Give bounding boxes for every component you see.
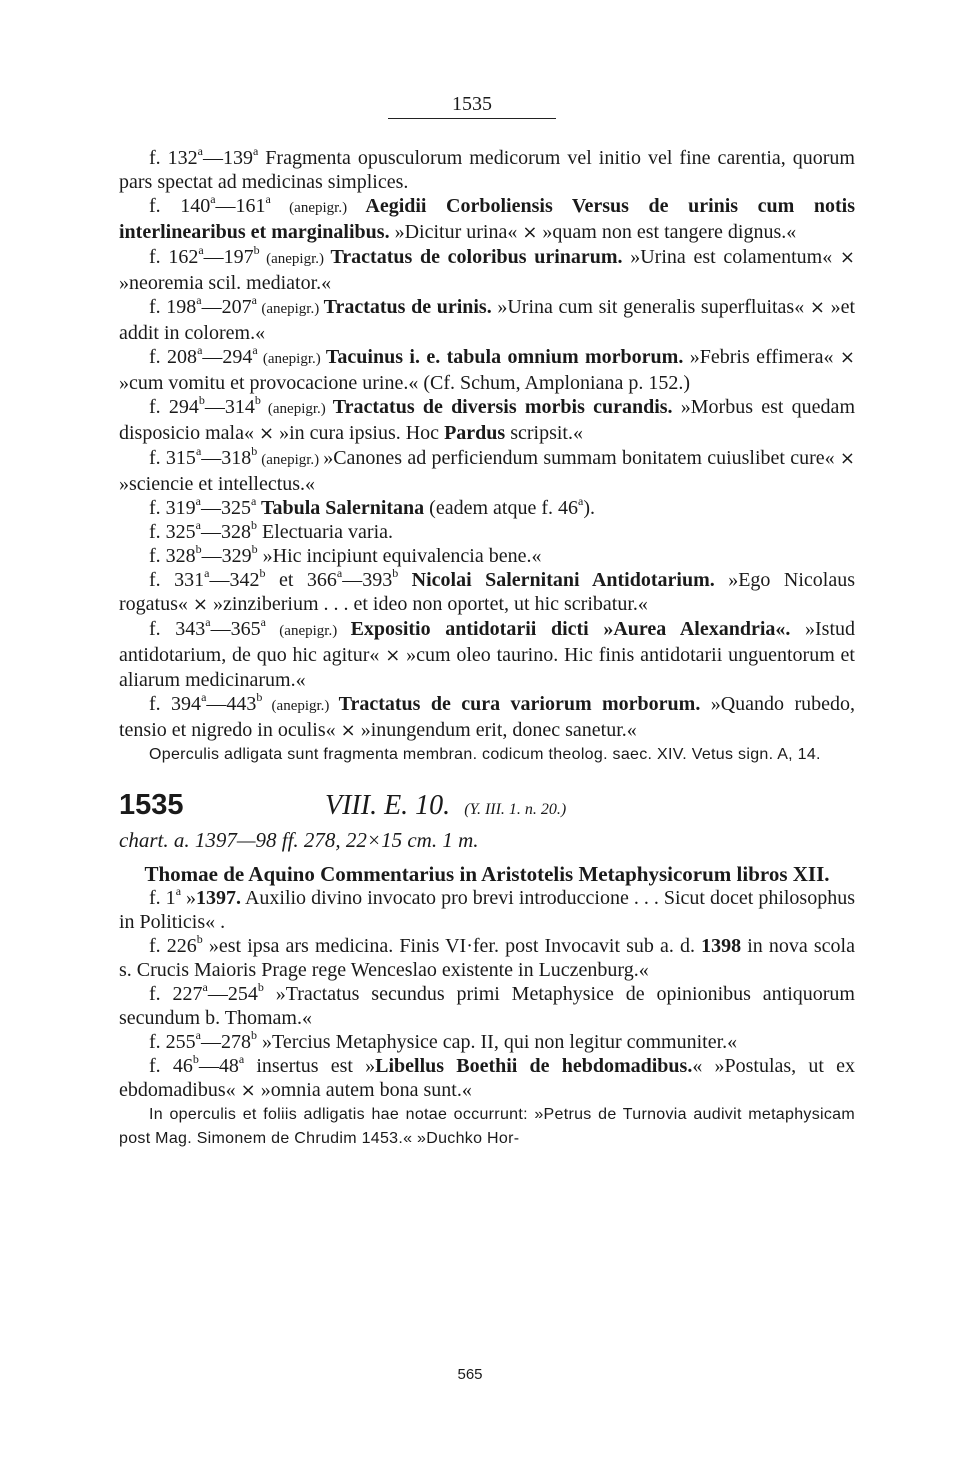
- folio-item: f. 255$^a$—278$^b$ »Tercius Metaphysice cap. II, qui non legitur communiter.«: [149, 1028, 738, 1053]
- folio-item: f. 331$^a$—342$^b$ et 366$^a$—393$^b$ Nicolai Salernitani Antidotarium. »Ego Nicolaus rogatus« × »zinziberium . . . et ideo non oportet, ut hic scribatur.«: [119, 566, 855, 615]
- running-head-number: 1535: [452, 93, 492, 115]
- folio-item: f. 227$^a$—254$^b$ »Tractatus secundus primi Metaphysice de opinionibus antiquorum secundum b. Thomam.«: [119, 980, 855, 1029]
- catalogue-text: [119, 146, 855, 1151]
- provenance-note: In operculis et foliis adligatis hae notae occurrunt: »Petrus de Turnovia audivit metaphysicam post Mag. Simonem de Chrudim 1453.« »Duchko Hor-: [119, 1106, 855, 1147]
- old-signature: (Y. III. 1. n. 20.): [464, 801, 567, 818]
- folio-item: f. 226$^b$ »est ipsa ars medicina. Finis VI·fer. post Invocavit sub a. d. 1398 in nova scola s. Crucis Maioris Prage rege Wenceslao existente in Luczenburg.«: [119, 932, 855, 981]
- folio-item: f. 325$^a$—328$^b$ Electuaria varia.: [149, 518, 394, 543]
- physical-description: chart. a. 1397—98 ff. 278, 22×15 cm. 1 m.: [119, 828, 479, 852]
- entry-title: Thomae de Aquino Commentarius in Aristotelis Metaphysicorum libros XII.: [144, 862, 830, 886]
- folio-item: f. 132$^a$—139$^a$ Fragmenta opusculorum medicorum vel initio vel fine carentia, quorum pars spectat ad medicinas simplices.: [119, 144, 855, 193]
- folio-item: f. 1$^a$ »1397. Auxilio divino invocato pro brevi introduccione . . . Sicut docet philosophus in Politicis« .: [119, 884, 856, 933]
- folio-item: f. 315$^a$—318$^b$ (anepigr.) »Canones ad perficiendum summam bonitatem cuiuslibet cure« × »sciencie et intellectus.«: [119, 444, 855, 495]
- folio-item: f. 198$^a$—207$^a$ (anepigr.) Tractatus de urinis. »Urina cum sit generalis superfluitas« × »et addit in colorem.«: [119, 293, 855, 344]
- folio-item: f. 343$^a$—365$^a$ (anepigr.) Expositio antidotarii dicti »Aurea Alexandria«. »Istud antidotarium, de quo hic agitur« × »cum oleo taurino. Hic finis antidotarii unguentorum et aliarum medicinarum.«: [119, 615, 855, 691]
- shelfmark: VIII. E. 10.: [325, 790, 451, 821]
- entry-number: 1535: [119, 789, 184, 821]
- folio-item: f. 46$^b$—48$^a$ insertus est »Libellus Boethii de hebdomadibus.« »Postulas, ut ex ebdomadibus« × »omnia autem bona sunt.«: [119, 1052, 855, 1101]
- folio-item: f. 208$^a$—294$^a$ (anepigr.) Tacuinus i. e. tabula omnium morborum. »Febris effimera« × »cum vomitu et provocacione urine.« (Cf. Schum, Amploniana p. 152.): [119, 343, 855, 394]
- folio-item: f. 162$^a$—197$^b$ (anepigr.) Tractatus de coloribus urinarum. »Urina est colamentum« × »neoremia scil. mediator.«: [119, 243, 855, 294]
- folio-item: f. 319$^a$—325$^a$ Tabula Salernitana (eadem atque f. 46$^a$).: [149, 494, 595, 519]
- folio-item: f. 140$^a$—161$^a$ (anepigr.) Aegidii Corboliensis Versus de urinis cum notis interlinearibus et marginalibus. »Dicitur urina« × »quam non est tangere dignus.«: [119, 192, 855, 243]
- folio-item: f. 328$^b$—329$^b$ »Hic incipiunt equivalencia bene.«: [149, 542, 542, 567]
- running-head-rule: [388, 118, 556, 119]
- folio-item: f. 394$^a$—443$^b$ (anepigr.) Tractatus de cura variorum morborum. »Quando rubedo, tensio et nigredo in oculis« × »inungendum erit, donec sanetur.«: [119, 690, 855, 741]
- page-number: 565: [457, 1366, 483, 1383]
- entry-heading: [119, 789, 855, 822]
- folio-item: f. 294$^b$—314$^b$ (anepigr.) Tractatus de diversis morbis curandis. »Morbus est quedam disposicio mala« × »in cura ipsius. Hoc Pardus scripsit.«: [119, 393, 855, 444]
- binding-note: Operculis adligata sunt fragmenta membran. codicum theolog. saec. XIV. Vetus sign. A, 14.: [149, 746, 821, 763]
